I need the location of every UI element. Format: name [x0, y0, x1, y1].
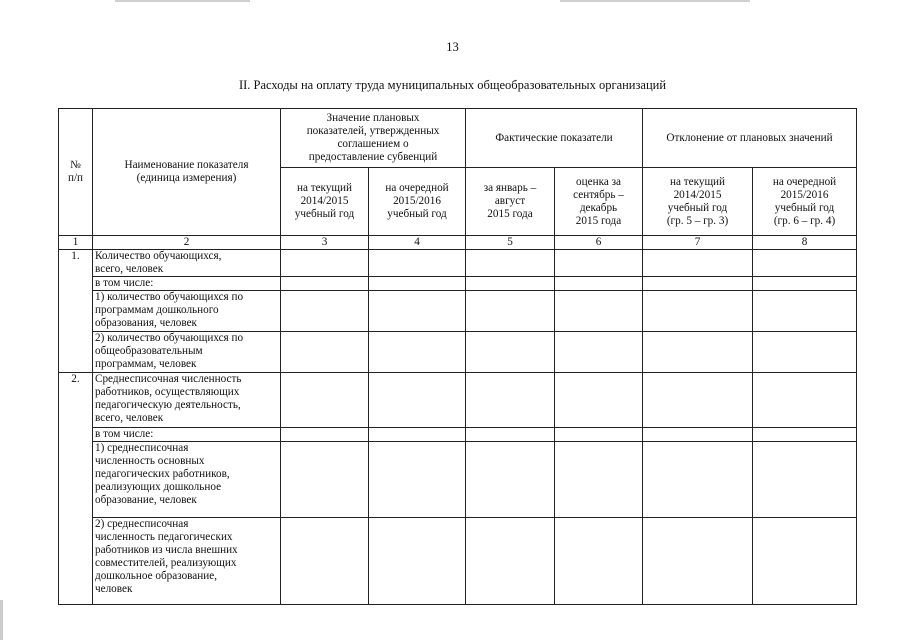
value-cell-col-7: [643, 250, 753, 277]
value-cell-col-8: [753, 518, 857, 605]
row-number-cell: 2.: [59, 373, 93, 428]
value-cell-col-7: [643, 277, 753, 291]
table-row: [59, 291, 857, 332]
header-num: № п/п: [59, 109, 93, 236]
value-cell-col-7: [643, 518, 753, 605]
value-cell-col-3: [281, 332, 369, 373]
value-cell-col-3: [281, 277, 369, 291]
value-cell-col-6: [555, 332, 643, 373]
indicator-name-cell: 1) количество обучающихся по программам дошкольного образования, человек: [93, 291, 281, 332]
col-number-1: 1: [59, 236, 93, 250]
header-sub-col-4: на очередной 2015/2016 учебный год: [369, 168, 466, 236]
table-row: [59, 442, 857, 518]
col-number-5: 5: [466, 236, 555, 250]
indicator-name-cell: 2) среднесписочная численность педагогических работников из числа внешних совместителей, реализующих дошкольное образование, человек: [93, 518, 281, 605]
col-number-4: 4: [369, 236, 466, 250]
col-number-8: 8: [753, 236, 857, 250]
value-cell-col-7: [643, 332, 753, 373]
value-cell-col-4: [369, 291, 466, 332]
col-number-7: 7: [643, 236, 753, 250]
scan-mark-top-right: [560, 0, 750, 2]
value-cell-col-3: [281, 442, 369, 518]
value-cell-col-4: [369, 277, 466, 291]
value-cell-col-4: [369, 373, 466, 428]
table-row: [59, 518, 857, 605]
value-cell-col-6: [555, 277, 643, 291]
indicator-name-cell: 2) количество обучающихся по общеобразовательным программам, человек: [93, 332, 281, 373]
row-number-cell: [59, 277, 93, 291]
header-sub-col-8: на очередной 2015/2016 учебный год (гр. 6 – гр. 4): [753, 168, 857, 236]
col-number-3: 3: [281, 236, 369, 250]
header-sub-col-5: за январь – август 2015 года: [466, 168, 555, 236]
indicator-name-cell: в том числе:: [93, 277, 281, 291]
expenses-table: [58, 108, 857, 605]
header-sub-col-3: на текущий 2014/2015 учебный год: [281, 168, 369, 236]
value-cell-col-8: [753, 332, 857, 373]
value-cell-col-7: [643, 442, 753, 518]
row-number-cell: [59, 332, 93, 373]
value-cell-col-3: [281, 291, 369, 332]
value-cell-col-5: [466, 277, 555, 291]
scan-mark-left-edge: [0, 600, 3, 640]
header-plan-group: Значение плановых показателей, утвержденных соглашением о предоставление субвенций: [281, 109, 466, 168]
value-cell-col-4: [369, 442, 466, 518]
value-cell-col-3: [281, 428, 369, 442]
value-cell-col-7: [643, 291, 753, 332]
value-cell-col-5: [466, 373, 555, 428]
value-cell-col-4: [369, 250, 466, 277]
header-sub-col-6: оценка за сентябрь – декабрь 2015 года: [555, 168, 643, 236]
value-cell-col-4: [369, 428, 466, 442]
table-row: [59, 250, 857, 277]
value-cell-col-5: [466, 250, 555, 277]
col-number-6: 6: [555, 236, 643, 250]
indicator-name-cell: Среднесписочная численность работников, осуществляющих педагогическую деятельность, всего, человек: [93, 373, 281, 428]
value-cell-col-4: [369, 332, 466, 373]
value-cell-col-5: [466, 442, 555, 518]
value-cell-col-4: [369, 518, 466, 605]
value-cell-col-5: [466, 428, 555, 442]
table-row: [59, 277, 857, 291]
header-sub-col-7: на текущий 2014/2015 учебный год (гр. 5 – гр. 3): [643, 168, 753, 236]
scan-mark-top-left: [115, 0, 250, 2]
value-cell-col-3: [281, 250, 369, 277]
header-name: Наименование показателя (единица измерения): [93, 109, 281, 236]
section-title: II. Расходы на оплату труда муниципальных общеобразовательных организаций: [238, 78, 667, 92]
value-cell-col-5: [466, 332, 555, 373]
value-cell-col-8: [753, 373, 857, 428]
value-cell-col-6: [555, 250, 643, 277]
row-number-cell: 1.: [59, 250, 93, 277]
value-cell-col-8: [753, 277, 857, 291]
value-cell-col-8: [753, 291, 857, 332]
row-number-cell: [59, 428, 93, 442]
row-number-cell: [59, 518, 93, 605]
indicator-name-cell: 1) среднесписочная численность основных педагогических работников, реализующих дошкольное образование, человек: [93, 442, 281, 518]
value-cell-col-6: [555, 442, 643, 518]
indicator-name-cell: Количество обучающихся, всего, человек: [93, 250, 281, 277]
value-cell-col-3: [281, 518, 369, 605]
col-number-2: 2: [93, 236, 281, 250]
value-cell-col-6: [555, 428, 643, 442]
value-cell-col-5: [466, 291, 555, 332]
header-fact-group: Фактические показатели: [466, 109, 643, 168]
indicator-name-cell: в том числе:: [93, 428, 281, 442]
value-cell-col-6: [555, 518, 643, 605]
value-cell-col-8: [753, 442, 857, 518]
header-deviation-group: Отклонение от плановых значений: [643, 109, 857, 168]
page-number: 13: [446, 40, 459, 54]
value-cell-col-7: [643, 428, 753, 442]
value-cell-col-6: [555, 373, 643, 428]
value-cell-col-7: [643, 373, 753, 428]
value-cell-col-5: [466, 518, 555, 605]
row-number-cell: [59, 442, 93, 518]
table-row: [59, 332, 857, 373]
row-number-cell: [59, 291, 93, 332]
table-row: [59, 373, 857, 428]
value-cell-col-8: [753, 428, 857, 442]
value-cell-col-3: [281, 373, 369, 428]
table-row: [59, 428, 857, 442]
value-cell-col-6: [555, 291, 643, 332]
value-cell-col-8: [753, 250, 857, 277]
